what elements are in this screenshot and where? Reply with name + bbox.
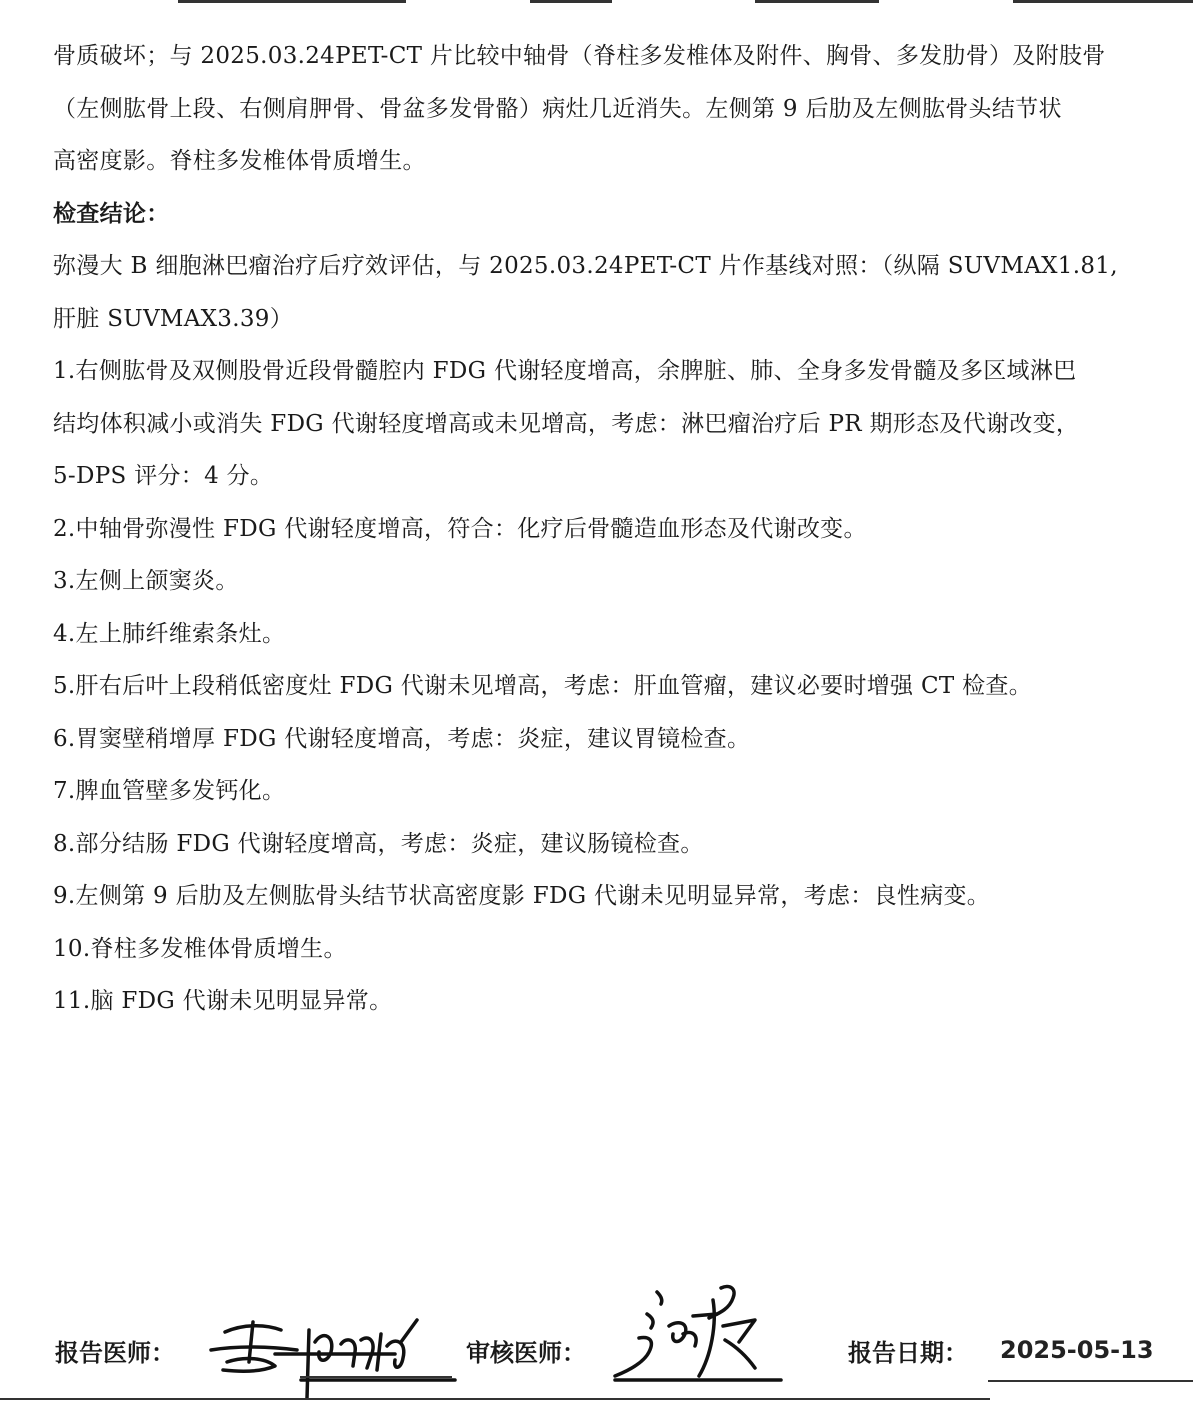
report-date-value: 2025-05-13 [1000, 1336, 1154, 1364]
date-underline [988, 1380, 1193, 1382]
conclusion-item: 5.肝右后叶上段稍低密度灶 FDG 代谢未见增高，考虑：肝血管瘤，建议必要时增强 CT 检查。 [53, 673, 1032, 699]
conclusion-item: 3.左侧上颌窦炎。 [53, 568, 239, 594]
conclusion-item: 4.左上肺纤维索条灶。 [53, 620, 286, 647]
conclusion-item: 8.部分结肠 FDG 代谢轻度增高，考虑：炎症，建议肠镜检查。 [53, 830, 704, 857]
signature-footer [0, 1300, 1193, 1402]
conclusion-item: 10.脊柱多发椎体骨质增生。 [53, 935, 347, 962]
conclusion-item: 结均体积减小或消失 FDG 代谢轻度增高或未见增高，考虑：淋巴瘤治疗后 PR 期形态及代谢改变， [53, 410, 1080, 437]
reviewer-label: 审核医师： [466, 1339, 586, 1367]
reporter-signature [205, 1300, 465, 1400]
top-rule-3 [755, 0, 879, 3]
top-rule-1 [178, 0, 406, 3]
conclusion-intro-line: 弥漫大 B 细胞淋巴瘤治疗后疗效评估，与 2025.03.24PET-CT 片作基线对照：（纵隔 SUVMAX1.81, [53, 253, 1118, 279]
report-body [53, 30, 1193, 1028]
conclusion-item: 2.中轴骨弥漫性 FDG 代谢轻度增高，符合：化疗后骨髓造血形态及代谢改变。 [53, 515, 867, 542]
top-rule-2 [530, 0, 612, 3]
conclusion-item: 9.左侧第 9 后肋及左侧肱骨头结节状高密度影 FDG 代谢未见明显异常，考虑：良性病变。 [53, 883, 991, 909]
findings-line: 高密度影。脊柱多发椎体骨质增生。 [53, 148, 426, 174]
conclusion-heading: 检查结论： [53, 199, 170, 227]
reporter-signature-line [300, 1376, 452, 1378]
conclusion-item: 1.右侧肱骨及双侧股骨近段骨髓腔内 FDG 代谢轻度增高，余脾脏、肺、全身多发骨髓及多区域淋巴 [53, 358, 1077, 384]
bottom-rule [0, 1398, 990, 1400]
conclusion-item: 7.脾血管壁多发钙化。 [53, 778, 286, 804]
conclusion-item: 5-DPS 评分：4 分。 [53, 463, 274, 489]
report-date-label: 报告日期： [848, 1339, 968, 1367]
reviewer-signature [605, 1280, 795, 1382]
conclusion-item: 11.脑 FDG 代谢未见明显异常。 [53, 988, 393, 1014]
conclusion-intro-line: 肝脏 SUVMAX3.39） [53, 305, 294, 332]
top-rule-4 [1013, 0, 1193, 3]
conclusion-item: 6.胃窦壁稍增厚 FDG 代谢轻度增高，考虑：炎症，建议胃镜检查。 [53, 725, 751, 752]
reporter-label: 报告医师： [55, 1339, 175, 1367]
findings-line: 骨质破坏；与 2025.03.24PET-CT 片比较中轴骨（脊柱多发椎体及附件、胸骨、多发肋骨）及附肢骨 [53, 43, 1106, 69]
findings-line: （左侧肱骨上段、右侧肩胛骨、骨盆多发骨骼）病灶几近消失。左侧第 9 后肋及左侧肱骨头结节状 [53, 95, 1062, 122]
